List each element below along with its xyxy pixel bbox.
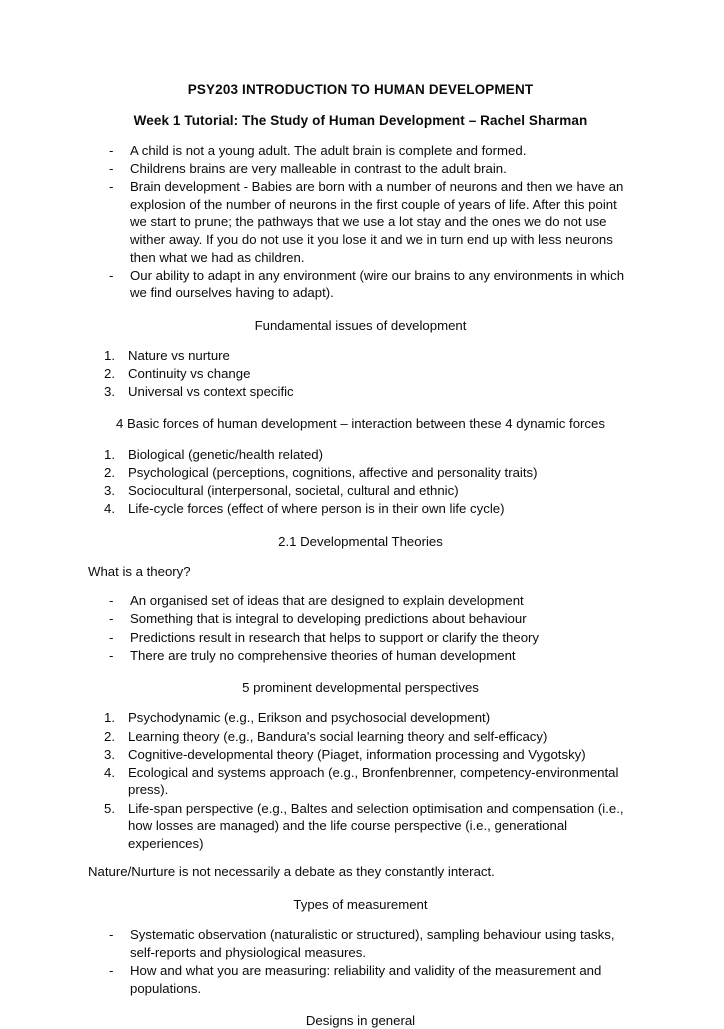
list-item xyxy=(88,500,633,518)
section-heading-types-of-measurement: Types of measurement xyxy=(293,897,428,913)
list-item xyxy=(88,800,633,853)
dash-bullet-icon: - xyxy=(109,267,114,283)
list-number: 2. xyxy=(104,464,115,480)
dash-bullet-icon: - xyxy=(109,963,114,978)
document-subtitle: Week 1 Tutorial: The Study of Human Development – Rachel Sharman xyxy=(133,112,588,128)
theory-question: What is a theory? xyxy=(88,563,191,579)
list-item-text: Childrens brains are very malleable in contrast to the adult brain. xyxy=(130,160,507,176)
list-number: 1. xyxy=(104,446,115,462)
list-item-text: Biological (genetic/health related) xyxy=(128,446,323,462)
list-item-text: Psychodynamic (e.g., Erikson and psychosocial development) xyxy=(128,710,491,726)
page-title: PSY203 INTRODUCTION TO HUMAN DEVELOPMENT xyxy=(187,82,534,97)
list-item-text: An organised set of ideas that are designed to explain development xyxy=(130,593,524,609)
list-item xyxy=(88,592,633,610)
list-item xyxy=(88,142,633,160)
list-item xyxy=(88,926,633,961)
fundamental-issues-list xyxy=(88,347,633,401)
list-number: 5. xyxy=(104,800,115,816)
list-number: 3. xyxy=(104,746,115,762)
list-item-text: Cognitive-developmental theory (Piaget, information processing and Vygotsky) xyxy=(128,746,586,762)
list-number: 1. xyxy=(104,710,115,726)
nature-nurture-note: Nature/Nurture is not necessarily a debate as they constantly interact. xyxy=(88,864,495,880)
list-item xyxy=(88,178,633,266)
list-item-text: Life-cycle forces (effect of where person is in their own life cycle) xyxy=(128,500,505,516)
dash-bullet-icon: - xyxy=(109,629,114,645)
list-item-text: Our ability to adapt in any environment (wire our brains to any environments in which we find ourselves having to adapt). xyxy=(130,267,625,301)
list-number: 2. xyxy=(104,728,115,744)
list-number: 4. xyxy=(104,500,115,516)
dash-bullet-icon: - xyxy=(109,593,114,609)
section-heading-developmental-theories: 2.1 Developmental Theories xyxy=(278,533,443,549)
list-item-text: Universal vs context specific xyxy=(128,384,294,400)
list-item xyxy=(88,482,633,500)
list-item-text: Psychological (perceptions, cognitions, affective and personality traits) xyxy=(128,464,538,480)
list-number: 3. xyxy=(104,482,115,498)
list-item-text: Continuity vs change xyxy=(128,366,251,382)
list-number: 2. xyxy=(104,366,115,382)
list-item xyxy=(88,464,633,482)
list-item xyxy=(88,365,633,383)
list-item xyxy=(88,267,633,302)
list-item-text: Brain development - Babies are born with a number of neurons and then we have an explosion of the number of neurons in the first couple of years of life. After this point we start to prune; the pathways that we use a lot stay and the ones we do not use wither away. If you do not use it you lose it and we in turn end up with less neurons then what we had as children. xyxy=(130,179,624,265)
list-item xyxy=(88,383,633,401)
list-item xyxy=(88,629,633,647)
list-item-text: Sociocultural (interpersonal, societal, cultural and ethnic) xyxy=(128,482,459,498)
list-number: 1. xyxy=(104,348,115,364)
intro-bullet-list xyxy=(88,142,633,302)
section-heading-designs-in-general: Designs in general xyxy=(305,1013,416,1029)
dash-bullet-icon: - xyxy=(109,647,114,663)
measurement-bullet-list xyxy=(88,926,633,997)
list-item-text: Something that is integral to developing predictions about behaviour xyxy=(130,611,527,627)
list-item-text: Ecological and systems approach (e.g., Bronfenbrenner, competency-environmental press). xyxy=(128,764,619,798)
list-item-text: Life-span perspective (e.g., Baltes and selection optimisation and compensation (i.e., how losses are managed) and the life course perspective (i.e., generational experiences) xyxy=(128,800,624,851)
list-item xyxy=(88,647,633,665)
list-item xyxy=(88,347,633,365)
basic-forces-lead-line: 4 Basic forces of human development – interaction between these 4 dynamic forces xyxy=(116,415,605,431)
dash-bullet-icon: - xyxy=(109,611,114,627)
list-item-text: There are truly no comprehensive theories of human development xyxy=(130,647,516,663)
list-item xyxy=(88,709,633,727)
list-item xyxy=(88,160,633,178)
dash-bullet-icon: - xyxy=(109,179,114,194)
list-item-text: Predictions result in research that helps to support or clarify the theory xyxy=(130,629,540,645)
section-heading-perspectives: 5 prominent developmental perspectives xyxy=(242,680,479,696)
list-item xyxy=(88,962,633,997)
list-item xyxy=(88,764,633,799)
list-number: 3. xyxy=(104,384,115,400)
spacer xyxy=(88,854,633,863)
list-number: 4. xyxy=(104,764,115,780)
section-heading-fundamental-issues: Fundamental issues of development xyxy=(254,317,467,333)
list-item-text: How and what you are measuring: reliability and validity of the measurement and populations. xyxy=(130,963,602,996)
list-item xyxy=(88,610,633,628)
dash-bullet-icon: - xyxy=(109,160,114,176)
list-item xyxy=(88,446,633,464)
perspectives-list xyxy=(88,709,633,852)
list-item xyxy=(88,728,633,746)
list-item-text: Learning theory (e.g., Bandura's social learning theory and self-efficacy) xyxy=(128,728,548,744)
list-item xyxy=(88,746,633,764)
list-item-text: Systematic observation (naturalistic or structured), sampling behaviour using tasks, self-reports and physiological measures. xyxy=(130,927,615,960)
dash-bullet-icon: - xyxy=(109,142,114,158)
basic-forces-list xyxy=(88,446,633,518)
dash-bullet-icon: - xyxy=(109,927,114,943)
theory-bullet-list xyxy=(88,592,633,664)
list-item-text: A child is not a young adult. The adult brain is complete and formed. xyxy=(130,142,527,158)
list-item-text: Nature vs nurture xyxy=(128,348,230,364)
